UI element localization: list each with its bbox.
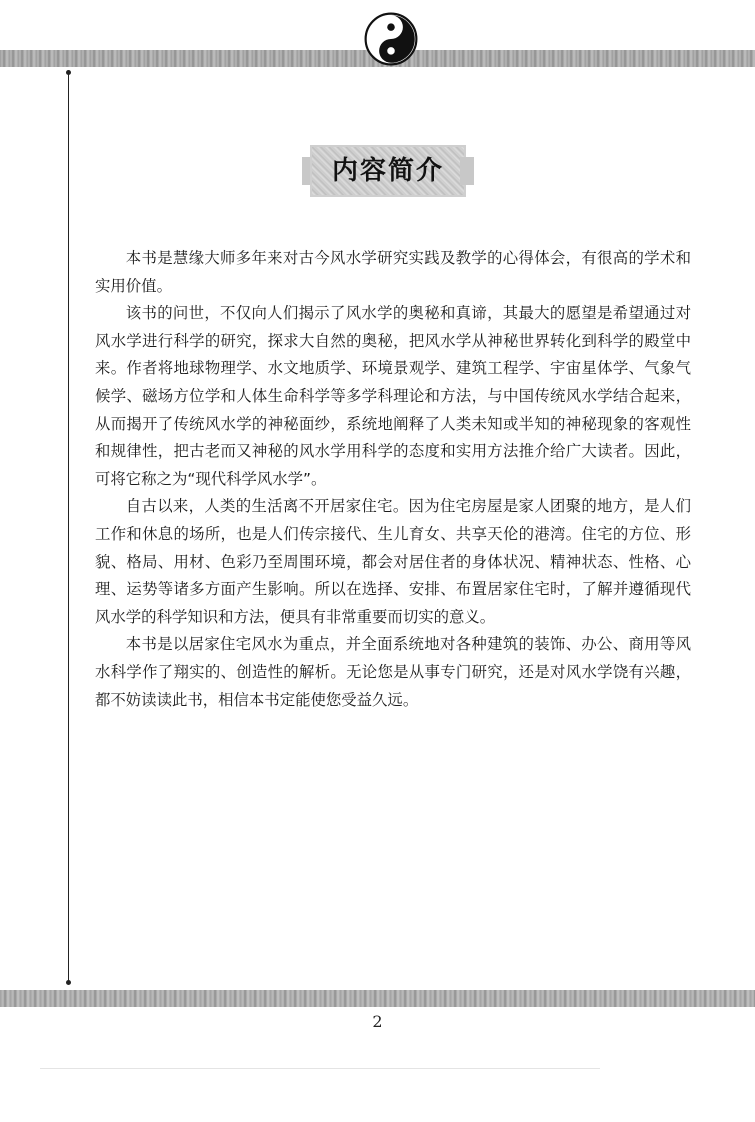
bleed-line xyxy=(40,1068,600,1069)
title-banner xyxy=(302,147,474,195)
footer-band xyxy=(0,990,755,1007)
paragraph-2: 该书的问世，不仅向人们揭示了风水学的奥秘和真谛，其最大的愿望是希望通过对风水学进行科学的研究，探求大自然的奥秘，把风水学从神秘世界转化到科学的殿堂中来。作者将地球物理学、水文地质学、环境景观学、建筑工程学、宇宙星体学、气象气候学、磁场方位学和人体生命科学等多学科理论和方法，与中国传统风水学结合起来，从而揭开了传统风水学的神秘面纱，系统地阐释了人类未知或半知的神秘现象的客观性和规律性，把古老而又神秘的风水学用科学的态度和实用方法推介给广大读者。因此，可将它称之为“现代科学风水学”。 xyxy=(95,304,691,488)
paragraph-3: 自古以来，人类的生活离不开居家住宅。因为住宅房屋是家人团聚的地方，是人们工作和休息的场所，也是人们传宗接代、生儿育女、共享天伦的港湾。住宅的方位、形貌、格局、用材、色彩乃至周围环境，都会对居住者的身体状况、精神状态、性格、心理、运势等诸多方面产生影响。所以在选择、安排、布置居家住宅时，了解并遵循现代风水学的科学知识和方法，便具有非常重要而切实的意义。 xyxy=(95,497,691,626)
page-title: 内容简介 xyxy=(331,156,444,186)
yin-yang-icon xyxy=(364,12,418,66)
paragraph-1: 本书是慧缘大师多年来对古今风水学研究实践及教学的心得体会，有很高的学术和实用价值。 xyxy=(95,249,691,295)
body-text xyxy=(95,245,691,714)
page-number: 2 xyxy=(372,1012,383,1031)
margin-rule xyxy=(68,72,69,984)
margin-rule-end-bottom xyxy=(66,980,71,985)
paragraph-4: 本书是以居家住宅风水为重点，并全面系统地对各种建筑的装饰、办公、商用等风水科学作了翔实的、创造性的解析。无论您是从事专门研究，还是对风水学饶有兴趣，都不妨读读此书，相信本书定能使您受益久远。 xyxy=(95,635,691,709)
